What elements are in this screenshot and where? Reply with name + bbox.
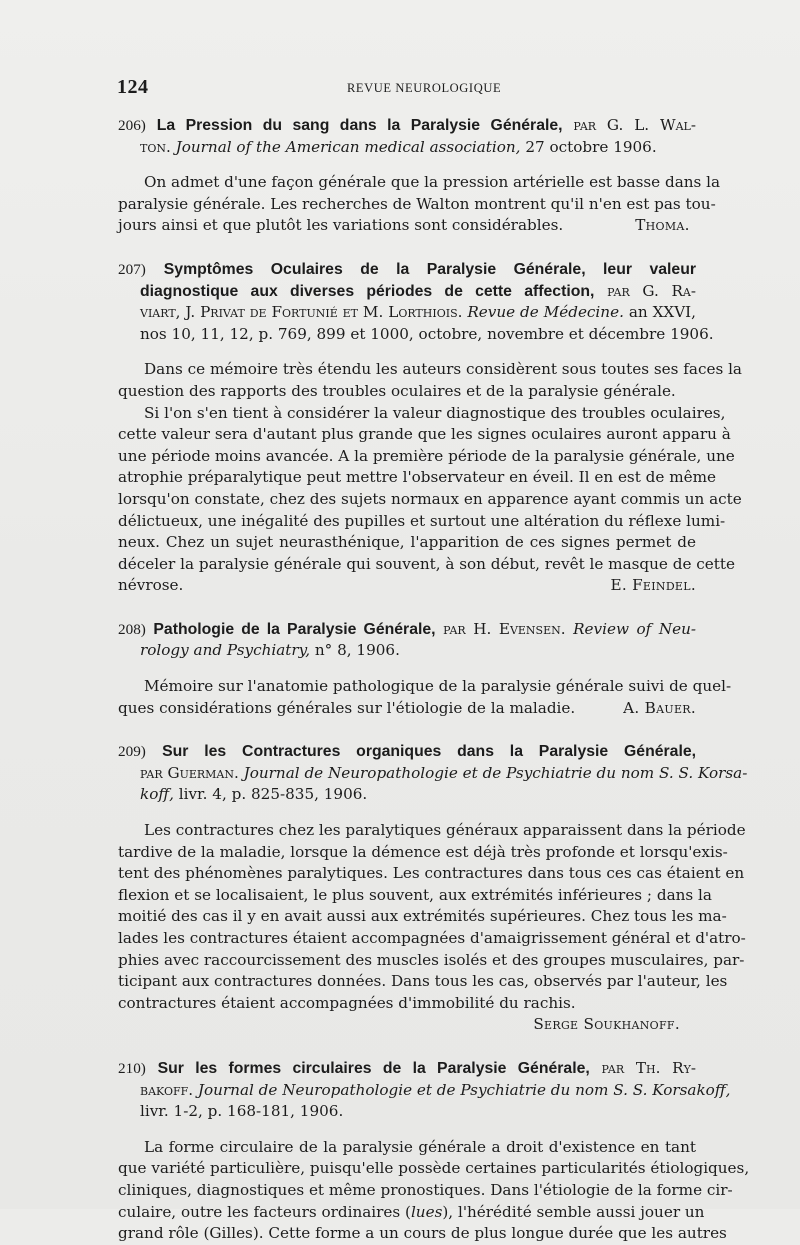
body-line-mixed: [118, 1202, 705, 1224]
entry-heading: [118, 619, 696, 641]
source-date: 27 octobre 1906.: [525, 137, 657, 156]
page-content: [118, 115, 750, 1245]
body-line: névrose.: [118, 576, 184, 595]
source-issue: n° 8, 1906.: [314, 641, 400, 660]
entry-number: 208): [118, 620, 146, 638]
page-number: 124: [117, 76, 149, 98]
body-line: Dans ce mémoire très étendu les auteurs considèrent sous toutes ses faces la: [144, 360, 742, 379]
body-line-with-signature: [118, 575, 696, 597]
source-details: livr. 1-2, p. 168-181, 1906.: [140, 1102, 344, 1121]
journal-name: Journal de Neuropathologie et de Psychiatrie du nom S. S. Korsakoff,: [197, 1080, 731, 1099]
body-line: cliniques, diagnostiques et même pronostiques. Dans l'étiologie de la forme cir-: [118, 1180, 733, 1199]
entry-source: [118, 1080, 731, 1102]
abstract-206: [118, 115, 721, 237]
body-line: Si l'on s'en tient à considérer la valeur diagnostique des troubles oculaires,: [144, 403, 726, 422]
signature: Thoma.: [635, 216, 690, 235]
signature-line: [118, 1014, 696, 1036]
abstract-210: [118, 1058, 750, 1245]
journal-name: Journal of the American medical association,: [175, 137, 521, 156]
body-fragment: ), l'hérédité semble aussi jouer un: [442, 1202, 705, 1221]
body-line: On admet d'une façon générale que la pression artérielle est basse dans la: [144, 173, 721, 192]
body-line: ticipant aux contractures données. Dans tous les cas, observés par l'auteur, les: [118, 972, 728, 991]
entry-title: Sur les Contractures organiques dans la Paralysie Générale,: [162, 743, 697, 761]
body-italic-term: lues: [410, 1202, 443, 1221]
body-line: flexion et se localisaient, le plus souvent, aux extrémités inférieures ; dans la: [118, 885, 712, 904]
journal-name: Revue de Médecine.: [467, 303, 624, 322]
entry-author: par G. Ra-: [607, 281, 697, 300]
body-line-with-signature: [118, 698, 696, 720]
entry-number: 210): [118, 1059, 146, 1077]
signature: Serge Soukhanoff.: [533, 1015, 680, 1034]
entry-source: [118, 640, 696, 662]
body-fragment: culaire, outre les facteurs ordinaires (: [118, 1202, 411, 1221]
entry-author: par G. L. Wal-: [573, 116, 696, 134]
source-volume: an XXVI,: [628, 303, 697, 322]
entry-author-cont: bakoff.: [140, 1080, 194, 1099]
entry-heading: [118, 259, 696, 281]
journal-name: Review of Neu-: [573, 619, 697, 638]
entry-heading-cont: [118, 281, 696, 303]
body-line: délictueux, une inégalité des pupilles et surtout une altération du réflexe lumi-: [118, 511, 726, 530]
body-line: contractures étaient accompagnées d'immobilité du rachis.: [118, 993, 576, 1012]
entry-number: 206): [118, 117, 146, 134]
entry-number: 209): [118, 743, 146, 761]
entry-author: par H. Evensen.: [443, 619, 566, 638]
entry-heading: [118, 1058, 696, 1080]
abstract-209: [118, 741, 748, 1036]
source-details: livr. 4, p. 825-835, 1906.: [178, 785, 368, 804]
body-line: déceler la paralysie générale qui souvent, à son début, revêt le masque de cette: [118, 554, 735, 573]
body-line: tent des phénomènes paralytiques. Les contractures dans tous ces cas étaient en: [118, 864, 745, 883]
entry-authors: viart, J. Privat de Fortunié et M. Lorthiois.: [140, 303, 463, 322]
entry-author: par Guerman.: [140, 763, 239, 782]
body-line: neux. Chez un sujet neurasthénique, l'apparition de ces signes permet de: [118, 533, 696, 552]
entry-title: Symptômes Oculaires de la Paralysie Générale, leur valeur: [163, 260, 697, 278]
body-line: ques considérations générales sur l'étiologie de la maladie.: [118, 698, 576, 717]
body-line-with-signature: [118, 215, 696, 237]
source-details: nos 10, 11, 12, p. 769, 899 et 1000, octobre, novembre et décembre 1906.: [140, 324, 714, 343]
journal-title: REVUE NEUROLOGIQUE: [347, 81, 502, 95]
signature: A. Bauer.: [623, 698, 696, 717]
journal-name-cont: koff,: [140, 785, 174, 804]
body-line: question des rapports des troubles oculaires et de la paralysie générale.: [118, 381, 676, 400]
body-line: grand rôle (Gilles). Cette forme a un cours de plus longue durée que les autres: [118, 1224, 727, 1243]
running-header: [117, 76, 707, 98]
entry-heading: [118, 115, 696, 137]
entry-source-cont: [118, 784, 696, 806]
entry-author-cont: ton.: [140, 137, 171, 156]
journal-name: Journal de Neuropathologie et de Psychiatrie du nom S. S. Korsa-: [243, 763, 748, 782]
body-line: lorsqu'on constate, chez des sujets normaux en apparence ayant commis un acte: [118, 489, 742, 508]
entry-source: [118, 137, 696, 159]
body-line: jours ainsi et que plutôt les variations sont considérables.: [118, 216, 564, 235]
body-line: que variété particulière, puisqu'elle possède certaines particularités étiologiques,: [118, 1159, 750, 1178]
body-line: moitié des cas il y en avait aussi aux extrémités supérieures. Chez tous les ma-: [118, 907, 727, 926]
entry-title: La Pression du sang dans la Paralysie Générale,: [156, 117, 563, 134]
entry-heading: [118, 741, 696, 763]
entry-number: 207): [118, 260, 146, 278]
body-line: phies avec raccourcissement des muscles isolés et des groupes musculaires, par-: [118, 950, 745, 969]
entry-title: Pathologie de la Paralysie Générale,: [153, 620, 436, 638]
entry-source: [118, 302, 696, 324]
entry-source: [118, 763, 748, 785]
entry-title: Sur les formes circulaires de la Paralysie Générale,: [157, 1059, 590, 1077]
body-line: cette valeur sera d'autant plus grande que les signes oculaires auront apparu à: [118, 425, 731, 444]
signature: E. Feindel.: [610, 576, 696, 595]
abstract-207: [118, 259, 742, 597]
body-line: tardive de la maladie, lorsque la démence est déjà très profonde et lorsqu'exis-: [118, 842, 728, 861]
body-line: une période moins avancée. A la première période de la paralysie générale, une: [118, 446, 735, 465]
entry-title-cont: diagnostique aux diverses périodes de cette affection,: [140, 282, 595, 300]
body-line: atrophie préparalytique peut mettre l'observateur en éveil. Il en est de même: [118, 468, 716, 487]
journal-name-cont: rology and Psychiatry,: [140, 641, 311, 660]
body-line: Mémoire sur l'anatomie pathologique de la paralysie générale suivi de quel-: [144, 677, 732, 696]
body-line: Les contractures chez les paralytiques généraux apparaissent dans la période: [144, 821, 746, 840]
entry-author: par Th. Ry-: [601, 1058, 697, 1077]
body-line: lades les contractures étaient accompagnées d'amaigrissement général et d'atro-: [118, 929, 746, 947]
abstract-208: [118, 619, 732, 719]
body-line: La forme circulaire de la paralysie générale a droit d'existence en tant: [144, 1137, 696, 1156]
body-line: paralysie générale. Les recherches de Walton montrent qu'il n'en est pas tou-: [118, 194, 716, 213]
